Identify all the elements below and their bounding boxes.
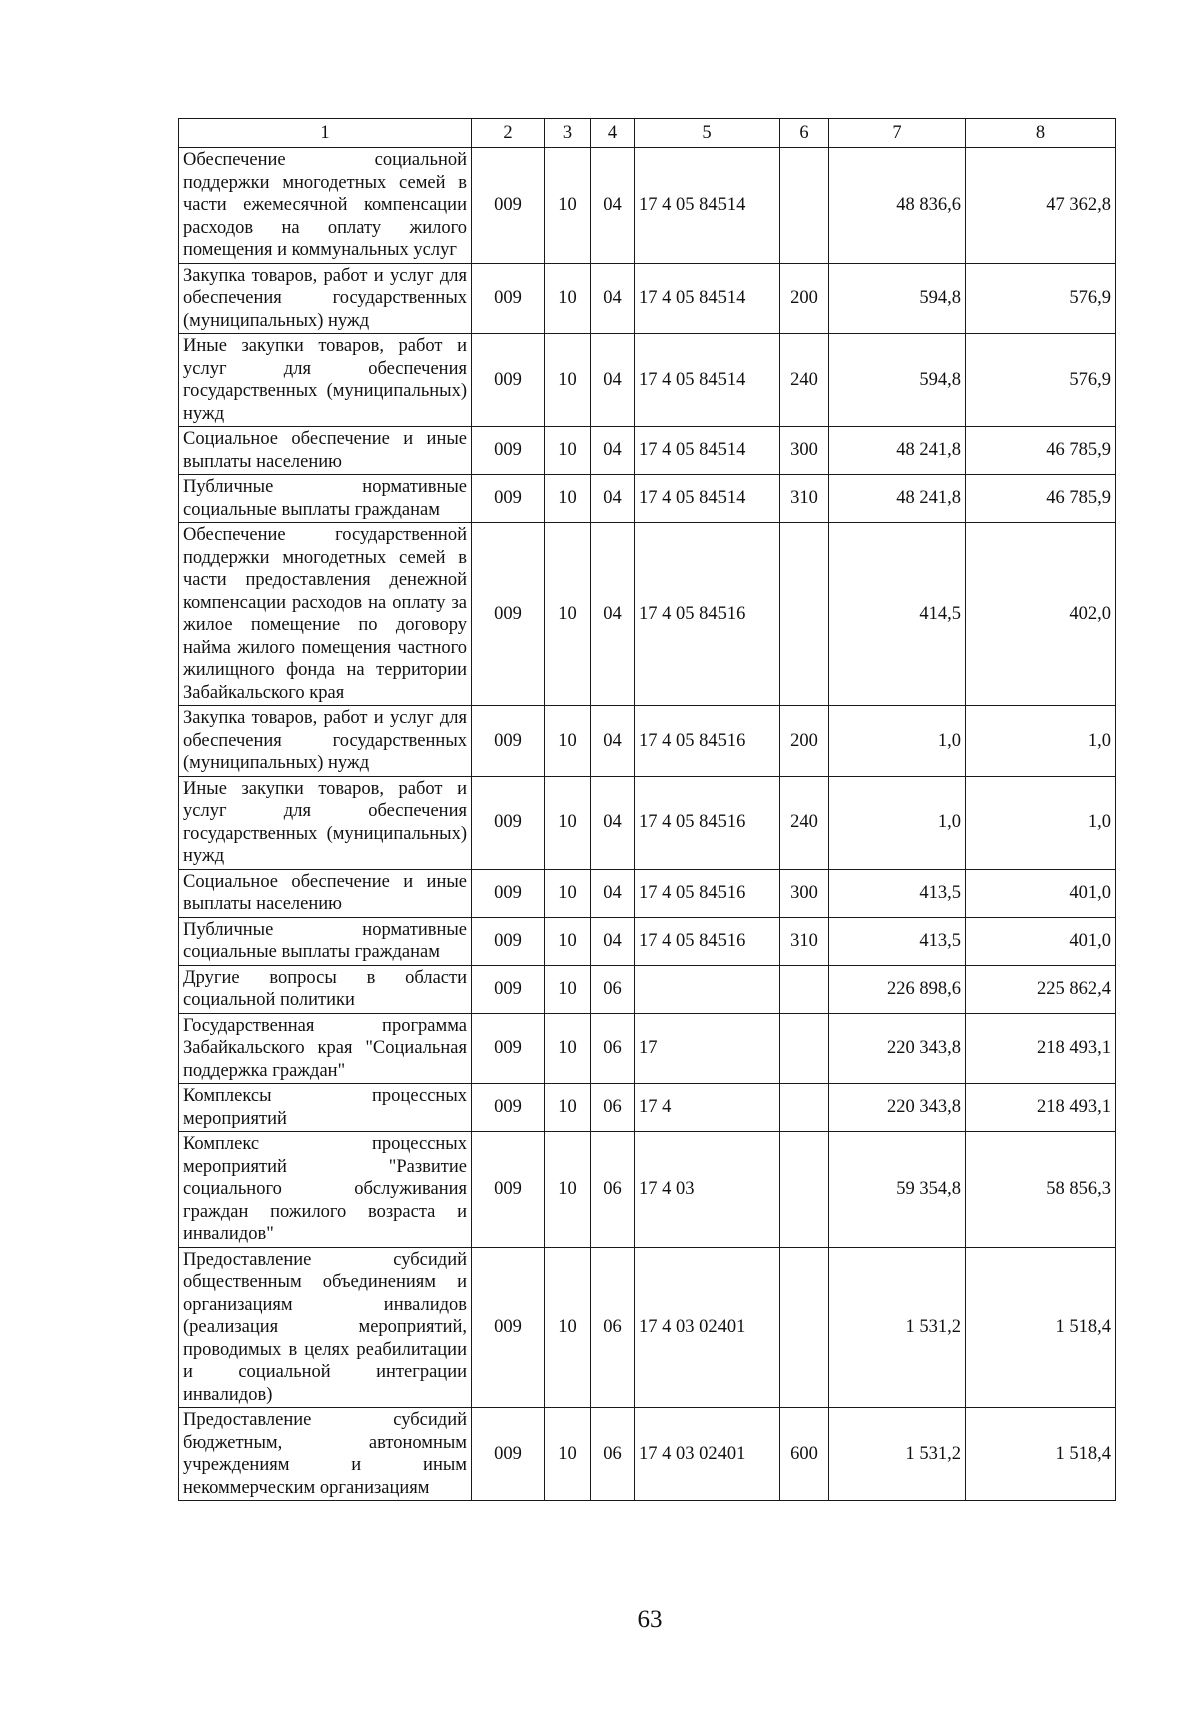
header-row bbox=[179, 119, 1116, 148]
section-code: 10 bbox=[545, 1013, 591, 1084]
section-code: 10 bbox=[545, 334, 591, 427]
amount-year-2: 1 518,4 bbox=[966, 1247, 1116, 1408]
expense-type-code: 240 bbox=[780, 334, 829, 427]
target-item-code: 17 4 05 84516 bbox=[635, 869, 780, 917]
row-name: Предоставление субсидий общественным объединениям и организациям инвалидов (реализация мероприятий, проводимых в целях реабилитации и социальной интеграции инвалидов) bbox=[179, 1247, 472, 1408]
table-row bbox=[179, 475, 1116, 523]
target-item-code: 17 4 05 84514 bbox=[635, 427, 780, 475]
amount-year-1: 1,0 bbox=[829, 706, 966, 777]
amount-year-1: 594,8 bbox=[829, 263, 966, 334]
amount-year-1: 226 898,6 bbox=[829, 965, 966, 1013]
subsection-code: 06 bbox=[591, 965, 635, 1013]
ministry-code: 009 bbox=[472, 965, 545, 1013]
section-code: 10 bbox=[545, 523, 591, 706]
amount-year-2: 401,0 bbox=[966, 869, 1116, 917]
row-name: Публичные нормативные социальные выплаты гражданам bbox=[179, 475, 472, 523]
table-row bbox=[179, 776, 1116, 869]
ministry-code: 009 bbox=[472, 475, 545, 523]
expense-type-code bbox=[780, 1247, 829, 1408]
row-name: Другие вопросы в области социальной политики bbox=[179, 965, 472, 1013]
subsection-code: 04 bbox=[591, 263, 635, 334]
ministry-code: 009 bbox=[472, 1084, 545, 1132]
amount-year-2: 401,0 bbox=[966, 917, 1116, 965]
column-header: 8 bbox=[966, 119, 1116, 148]
row-name: Закупка товаров, работ и услуг для обеспечения государственных (муниципальных) нужд bbox=[179, 263, 472, 334]
subsection-code: 06 bbox=[591, 1408, 635, 1501]
expense-type-code: 240 bbox=[780, 776, 829, 869]
amount-year-1: 1 531,2 bbox=[829, 1247, 966, 1408]
expense-type-code bbox=[780, 523, 829, 706]
table-row bbox=[179, 1247, 1116, 1408]
target-item-code: 17 4 05 84514 bbox=[635, 263, 780, 334]
target-item-code: 17 4 05 84516 bbox=[635, 706, 780, 777]
amount-year-2: 225 862,4 bbox=[966, 965, 1116, 1013]
target-item-code: 17 4 05 84514 bbox=[635, 334, 780, 427]
amount-year-1: 1,0 bbox=[829, 776, 966, 869]
section-code: 10 bbox=[545, 1132, 591, 1248]
amount-year-1: 220 343,8 bbox=[829, 1084, 966, 1132]
expense-type-code bbox=[780, 965, 829, 1013]
ministry-code: 009 bbox=[472, 917, 545, 965]
row-name: Комплекс процессных мероприятий "Развитие социального обслуживания граждан пожилого возраста и инвалидов" bbox=[179, 1132, 472, 1248]
table-row bbox=[179, 1408, 1116, 1501]
table-row bbox=[179, 523, 1116, 706]
table-row bbox=[179, 148, 1116, 264]
page-number: 63 bbox=[637, 1606, 663, 1633]
table-row bbox=[179, 1132, 1116, 1248]
amount-year-1: 48 241,8 bbox=[829, 475, 966, 523]
section-code: 10 bbox=[545, 1084, 591, 1132]
expense-type-code: 200 bbox=[780, 263, 829, 334]
amount-year-2: 1,0 bbox=[966, 776, 1116, 869]
row-name: Закупка товаров, работ и услуг для обеспечения государственных (муниципальных) нужд bbox=[179, 706, 472, 777]
target-item-code: 17 4 05 84514 bbox=[635, 475, 780, 523]
expense-type-code bbox=[780, 1132, 829, 1248]
expense-type-code: 310 bbox=[780, 475, 829, 523]
target-item-code: 17 4 05 84516 bbox=[635, 776, 780, 869]
amount-year-1: 220 343,8 bbox=[829, 1013, 966, 1084]
row-name: Социальное обеспечение и иные выплаты населению bbox=[179, 869, 472, 917]
row-name: Иные закупки товаров, работ и услуг для обеспечения государственных (муниципальных) нужд bbox=[179, 334, 472, 427]
section-code: 10 bbox=[545, 869, 591, 917]
column-header: 4 bbox=[591, 119, 635, 148]
subsection-code: 06 bbox=[591, 1013, 635, 1084]
amount-year-2: 1 518,4 bbox=[966, 1408, 1116, 1501]
ministry-code: 009 bbox=[472, 1408, 545, 1501]
ministry-code: 009 bbox=[472, 334, 545, 427]
section-code: 10 bbox=[545, 148, 591, 264]
target-item-code: 17 4 bbox=[635, 1084, 780, 1132]
ministry-code: 009 bbox=[472, 148, 545, 264]
row-name: Комплексы процессных мероприятий bbox=[179, 1084, 472, 1132]
row-name: Обеспечение государственной поддержки многодетных семей в части предоставления денежной компенсации расходов на оплату за жилое помещение по договору найма жилого помещения частного жилищного фонда на территории Забайкальского края bbox=[179, 523, 472, 706]
row-name: Обеспечение социальной поддержки многодетных семей в части ежемесячной компенсации расходов на оплату жилого помещения и коммунальных услуг bbox=[179, 148, 472, 264]
budget-table bbox=[178, 118, 1116, 1501]
row-name: Государственная программа Забайкальского края "Социальная поддержка граждан" bbox=[179, 1013, 472, 1084]
section-code: 10 bbox=[545, 427, 591, 475]
table-row bbox=[179, 263, 1116, 334]
ministry-code: 009 bbox=[472, 1132, 545, 1248]
row-name: Публичные нормативные социальные выплаты гражданам bbox=[179, 917, 472, 965]
ministry-code: 009 bbox=[472, 1013, 545, 1084]
expense-type-code bbox=[780, 1084, 829, 1132]
column-header: 2 bbox=[472, 119, 545, 148]
ministry-code: 009 bbox=[472, 523, 545, 706]
row-name: Предоставление субсидий бюджетным, автономным учреждениям и иным некоммерческим организациям bbox=[179, 1408, 472, 1501]
target-item-code: 17 4 05 84516 bbox=[635, 523, 780, 706]
amount-year-1: 59 354,8 bbox=[829, 1132, 966, 1248]
subsection-code: 04 bbox=[591, 334, 635, 427]
column-header: 7 bbox=[829, 119, 966, 148]
table-row bbox=[179, 334, 1116, 427]
amount-year-2: 1,0 bbox=[966, 706, 1116, 777]
subsection-code: 04 bbox=[591, 706, 635, 777]
column-header: 5 bbox=[635, 119, 780, 148]
amount-year-2: 218 493,1 bbox=[966, 1084, 1116, 1132]
target-item-code: 17 4 03 02401 bbox=[635, 1408, 780, 1501]
amount-year-1: 413,5 bbox=[829, 917, 966, 965]
ministry-code: 009 bbox=[472, 706, 545, 777]
subsection-code: 06 bbox=[591, 1084, 635, 1132]
target-item-code: 17 4 05 84516 bbox=[635, 917, 780, 965]
column-header: 3 bbox=[545, 119, 591, 148]
amount-year-2: 402,0 bbox=[966, 523, 1116, 706]
column-header: 1 bbox=[179, 119, 472, 148]
subsection-code: 06 bbox=[591, 1247, 635, 1408]
row-name: Иные закупки товаров, работ и услуг для обеспечения государственных (муниципальных) нужд bbox=[179, 776, 472, 869]
expense-type-code: 300 bbox=[780, 869, 829, 917]
ministry-code: 009 bbox=[472, 776, 545, 869]
subsection-code: 04 bbox=[591, 917, 635, 965]
amount-year-1: 1 531,2 bbox=[829, 1408, 966, 1501]
table-row bbox=[179, 706, 1116, 777]
target-item-code: 17 4 03 bbox=[635, 1132, 780, 1248]
subsection-code: 04 bbox=[591, 475, 635, 523]
ministry-code: 009 bbox=[472, 263, 545, 334]
table-row bbox=[179, 869, 1116, 917]
section-code: 10 bbox=[545, 1247, 591, 1408]
target-item-code: 17 4 03 02401 bbox=[635, 1247, 780, 1408]
amount-year-1: 413,5 bbox=[829, 869, 966, 917]
section-code: 10 bbox=[545, 706, 591, 777]
section-code: 10 bbox=[545, 917, 591, 965]
table-body bbox=[179, 148, 1116, 1501]
target-item-code: 17 4 05 84514 bbox=[635, 148, 780, 264]
expense-type-code: 600 bbox=[780, 1408, 829, 1501]
subsection-code: 04 bbox=[591, 148, 635, 264]
subsection-code: 04 bbox=[591, 776, 635, 869]
table-row bbox=[179, 427, 1116, 475]
ministry-code: 009 bbox=[472, 1247, 545, 1408]
expense-type-code: 200 bbox=[780, 706, 829, 777]
expense-type-code: 300 bbox=[780, 427, 829, 475]
expense-type-code bbox=[780, 148, 829, 264]
table-row bbox=[179, 917, 1116, 965]
section-code: 10 bbox=[545, 1408, 591, 1501]
amount-year-1: 48 241,8 bbox=[829, 427, 966, 475]
subsection-code: 06 bbox=[591, 1132, 635, 1248]
amount-year-2: 46 785,9 bbox=[966, 475, 1116, 523]
section-code: 10 bbox=[545, 776, 591, 869]
target-item-code: 17 bbox=[635, 1013, 780, 1084]
section-code: 10 bbox=[545, 475, 591, 523]
table-row bbox=[179, 1084, 1116, 1132]
amount-year-2: 218 493,1 bbox=[966, 1013, 1116, 1084]
amount-year-2: 576,9 bbox=[966, 263, 1116, 334]
subsection-code: 04 bbox=[591, 869, 635, 917]
table-row bbox=[179, 965, 1116, 1013]
expense-type-code: 310 bbox=[780, 917, 829, 965]
amount-year-2: 58 856,3 bbox=[966, 1132, 1116, 1248]
section-code: 10 bbox=[545, 965, 591, 1013]
amount-year-1: 48 836,6 bbox=[829, 148, 966, 264]
amount-year-1: 414,5 bbox=[829, 523, 966, 706]
amount-year-2: 46 785,9 bbox=[966, 427, 1116, 475]
amount-year-1: 594,8 bbox=[829, 334, 966, 427]
target-item-code bbox=[635, 965, 780, 1013]
subsection-code: 04 bbox=[591, 427, 635, 475]
table-row bbox=[179, 1013, 1116, 1084]
ministry-code: 009 bbox=[472, 869, 545, 917]
amount-year-2: 47 362,8 bbox=[966, 148, 1116, 264]
ministry-code: 009 bbox=[472, 427, 545, 475]
section-code: 10 bbox=[545, 263, 591, 334]
subsection-code: 04 bbox=[591, 523, 635, 706]
amount-year-2: 576,9 bbox=[966, 334, 1116, 427]
row-name: Социальное обеспечение и иные выплаты населению bbox=[179, 427, 472, 475]
column-header: 6 bbox=[780, 119, 829, 148]
expense-type-code bbox=[780, 1013, 829, 1084]
